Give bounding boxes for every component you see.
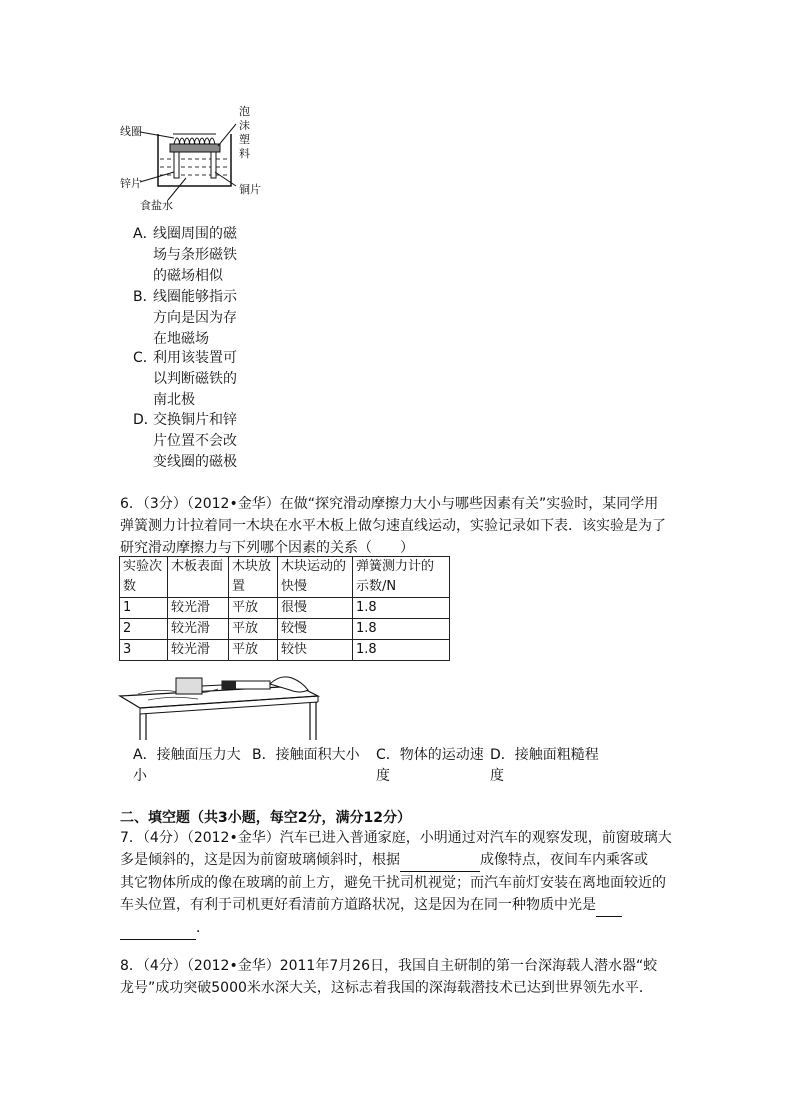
- q7: [120, 827, 680, 940]
- experiment-record-table: [119, 556, 450, 661]
- q5-option-a-letter: A．: [133, 226, 157, 242]
- cell-placement: 平放: [229, 640, 278, 661]
- q7-line-3: 其它物体所成的像在玻璃的前上方，避免干扰司机视觉；而汽车前灯安装在离地面较近的: [120, 875, 666, 891]
- section-heading: 二、填空题（共3小题，每空2分，满分12分）: [120, 810, 411, 826]
- header-block-placement: 木块放置: [229, 557, 278, 598]
- cell-surface: 较光滑: [168, 619, 229, 640]
- q5-option-c-text: 利用该装置可以判断磁铁的南北极: [153, 350, 237, 408]
- q7-blank-2-end[interactable]: [120, 917, 196, 940]
- q6-option-a-letter: A．: [133, 747, 157, 763]
- cell-surface: 较光滑: [168, 598, 229, 619]
- foam-label-2: 沫: [239, 119, 250, 132]
- q7-line-5-end: ．: [196, 920, 210, 936]
- q7-line-1: 7．（4分）（2012•金华）汽车已进入普通家庭，小明通过对汽车的观察发现，前窗玻璃大: [120, 830, 672, 846]
- q6-option-d-text: 接触面粗糙程度: [490, 747, 599, 784]
- q5-option-b: [133, 287, 273, 350]
- zinc-label: 锌片: [120, 177, 142, 190]
- cell-reading: 1.8: [353, 619, 450, 640]
- cell-speed: 很慢: [278, 598, 353, 619]
- cell-placement: 平放: [229, 619, 278, 640]
- table-row: [120, 598, 450, 619]
- table-header-row: [120, 557, 450, 598]
- q6-stem-line-1: 6．（3分）（2012•金华）在做“探究滑动摩擦力大小与哪些因素有关”实验时，某同学用: [120, 496, 659, 512]
- header-block-speed: 木块运动的快慢: [278, 557, 353, 598]
- header-spring-reading: 弹簧测力计的示数/N: [353, 557, 450, 598]
- q7-blank-2-start[interactable]: [596, 894, 622, 917]
- q7-line-2-text: 多是倾斜的，这是因为前窗玻璃倾斜时，根据: [120, 852, 400, 868]
- q7-line-5: [120, 917, 680, 940]
- q6-option-c-letter: C．: [376, 747, 400, 763]
- cell-reading: 1.8: [353, 640, 450, 661]
- friction-experiment-figure: [118, 664, 328, 740]
- q7-line-2: [120, 849, 680, 872]
- q6-option-a: [133, 745, 243, 787]
- q6-option-c: [376, 745, 486, 787]
- q5-option-d-text: 交换铜片和锌片位置不会改变线圈的磁极: [153, 412, 237, 470]
- q7-line-2-text-after: 成像特点，夜间车内乘客或: [480, 852, 648, 868]
- q8-line-2: 龙号”成功突破5000米水深大关，这标志着我国的深海载潜技术已达到世界领先水平．: [120, 980, 653, 996]
- header-trial: 实验次数: [120, 557, 168, 598]
- cell-trial: 3: [120, 640, 168, 661]
- q5-option-a-text: 线圈周围的磁场与条形磁铁的磁场相似: [153, 226, 237, 284]
- q6-option-d: [490, 745, 600, 787]
- coil-label: 线圈: [120, 125, 142, 138]
- q7-line-4: [120, 894, 680, 917]
- cell-speed: 较慢: [278, 619, 353, 640]
- saltwater-label: 食盐水: [140, 199, 173, 212]
- q6-option-c-text: 物体的运动速度: [376, 747, 484, 784]
- q6-option-d-letter: D．: [490, 747, 515, 763]
- table-row: [120, 640, 450, 661]
- q6-stem-line-3: 研究滑动摩擦力与下列哪个因素的关系（ ）: [120, 540, 414, 556]
- q5-option-c: [133, 348, 273, 411]
- q6-option-b-text: 接触面积大小: [275, 747, 360, 763]
- cell-trial: 2: [120, 619, 168, 640]
- q6-option-b: [252, 745, 372, 766]
- cell-speed: 较快: [278, 640, 353, 661]
- q7-line-4-text: 车头位置，有利于司机更好看清前方道路状况，这是因为在同一种物质中光是: [120, 897, 596, 913]
- q8: [120, 955, 680, 999]
- foam-label-1: 泡: [239, 105, 250, 118]
- cell-reading: 1.8: [353, 598, 450, 619]
- q5-option-d: [133, 410, 273, 473]
- q6-stem: [120, 493, 680, 559]
- q5-option-c-letter: C．: [133, 350, 157, 366]
- foam-label-4: 料: [239, 147, 250, 160]
- q5-option-d-letter: D．: [133, 412, 158, 428]
- q5-option-b-text: 线圈能够指示方向是因为存在地磁场: [153, 289, 237, 347]
- header-board-surface: 木板表面: [168, 557, 229, 598]
- cell-surface: 较光滑: [168, 640, 229, 661]
- q7-blank-1[interactable]: [400, 849, 480, 872]
- q6-option-b-letter: B．: [252, 747, 276, 763]
- cell-trial: 1: [120, 598, 168, 619]
- coil-apparatus-figure: [118, 104, 278, 214]
- foam-label-3: 塑: [239, 133, 250, 146]
- q6-stem-line-2: 弹簧测力计拉着同一木块在水平木板上做匀速直线运动，实验记录如下表．该实验是为了: [120, 518, 666, 534]
- q5-option-b-letter: B．: [133, 289, 157, 305]
- coil-apparatus-drawing: [118, 104, 278, 214]
- q6-option-a-text: 接触面压力大小: [133, 747, 241, 784]
- cell-placement: 平放: [229, 598, 278, 619]
- q5-option-a: [133, 224, 273, 287]
- q8-line-1: 8．（4分）（2012•金华）2011年7月26日，我国自主研制的第一台深海载人潜水器“蛟: [120, 958, 658, 974]
- table-row: [120, 619, 450, 640]
- friction-experiment-drawing: [118, 664, 328, 740]
- copper-label: 铜片: [239, 183, 261, 196]
